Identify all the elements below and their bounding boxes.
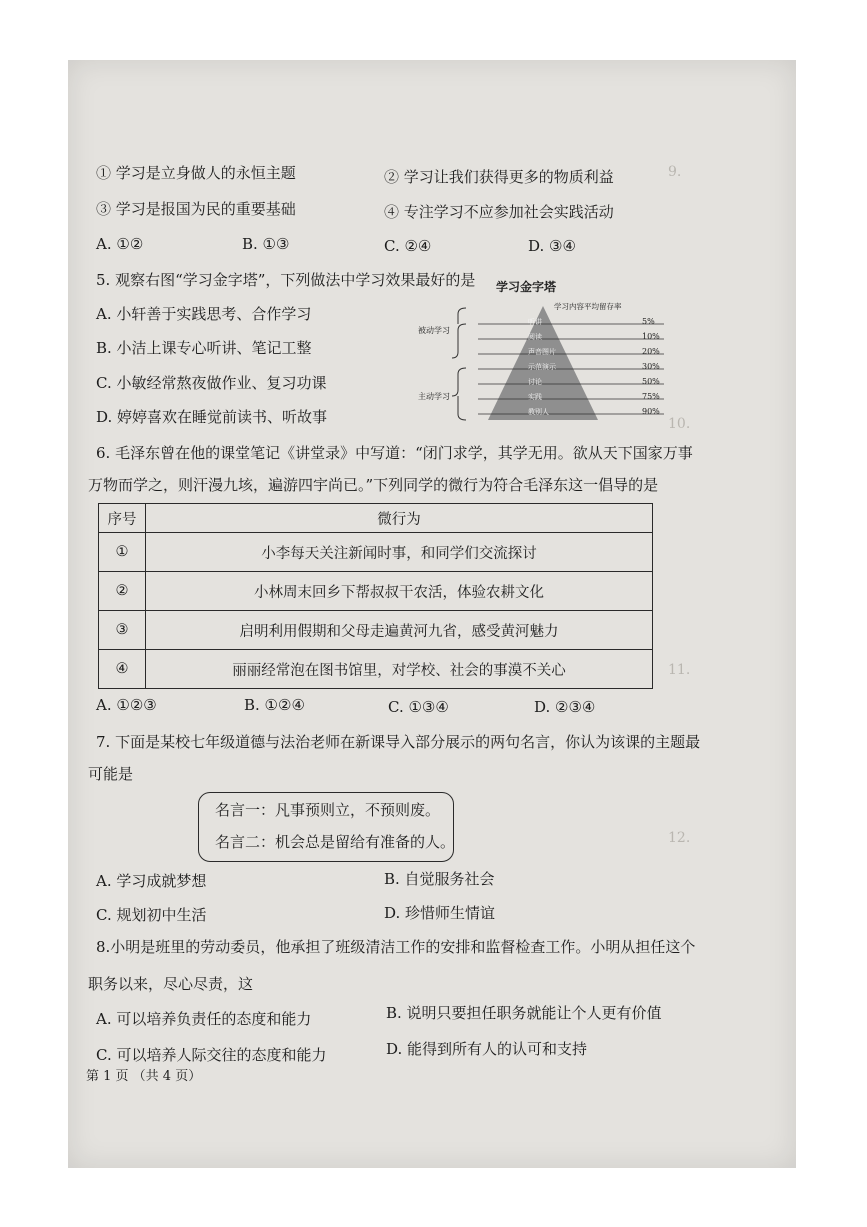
learning-pyramid-figure [418, 278, 668, 428]
q5-option-b[interactable]: B. 小洁上课专心听讲、笔记工整 [96, 339, 312, 357]
q8-option-d[interactable]: D. 能得到所有人的认可和支持 [386, 1040, 588, 1058]
q5-option-a[interactable]: A. 小轩善于实践思考、合作学习 [96, 305, 312, 323]
pyramid-level-label: 示范演示 [528, 363, 556, 371]
row-behavior: 丽丽经常泡在图书馆里，对学校、社会的事漠不关心 [146, 650, 653, 689]
table-row [99, 572, 653, 611]
bleed-through-text: 11. [668, 662, 691, 678]
table-header-number: 序号 [99, 504, 146, 533]
q4-statement-2: ② 学习让我们获得更多的物质利益 [384, 168, 614, 186]
q6-option-b[interactable]: B. ①②④ [244, 696, 305, 714]
q6-stem-line2: 万物而学之，则汗漫九垓，遍游四宇尚已。”下列同学的微行为符合毛泽东这一倡导的是 [88, 476, 659, 494]
row-behavior: 启明利用假期和父母走遍黄河九省，感受黄河魅力 [146, 611, 653, 650]
pyramid-level-label: 教别人 [528, 408, 549, 416]
q6-stem-line1: 6. 毛泽东曾在他的课堂笔记《讲堂录》中写道：“闭门求学，其学无用。欲从天下国家万事 [96, 444, 693, 462]
pyramid-level-label: 听讲 [528, 318, 542, 326]
q6-option-a[interactable]: A. ①②③ [96, 696, 157, 714]
q7-option-a[interactable]: A. 学习成就梦想 [96, 872, 207, 890]
q4-option-b[interactable]: B. ①③ [242, 235, 290, 253]
bleed-through-text: 10. [668, 416, 691, 432]
q7-option-b[interactable]: B. 自觉服务社会 [384, 870, 495, 888]
micro-behavior-table [98, 503, 653, 689]
q4-statement-4: ④ 专注学习不应参加社会实践活动 [384, 203, 614, 221]
pyramid-level-label: 实践 [528, 393, 542, 401]
q6-option-d[interactable]: D. ②③④ [534, 698, 596, 716]
q8-stem-line2: 职务以来，尽心尽责，这 [88, 975, 254, 993]
q5-stem: 5. 观察右图“学习金字塔”，下列做法中学习效果最好的是 [96, 271, 476, 289]
quote-box [198, 792, 454, 862]
row-behavior: 小李每天关注新闻时事，和同学们交流探讨 [146, 533, 653, 572]
q5-option-c[interactable]: C. 小敏经常熬夜做作业、复习功课 [96, 374, 327, 392]
q7-option-c[interactable]: C. 规划初中生活 [96, 906, 207, 924]
q4-option-a[interactable]: A. ①② [96, 235, 144, 253]
pyramid-header: 学习内容平均留存率 [554, 302, 622, 311]
table-header-behavior: 微行为 [146, 504, 653, 533]
q5-option-d[interactable]: D. 婷婷喜欢在睡觉前读书、听故事 [96, 408, 328, 426]
pyramid-level-label: 讨论 [528, 378, 542, 386]
pyramid-passive-label: 被动学习 [418, 326, 450, 335]
q8-option-c[interactable]: C. 可以培养人际交往的态度和能力 [96, 1046, 327, 1064]
q6-option-c[interactable]: C. ①③④ [388, 698, 449, 716]
row-number: ① [99, 533, 146, 572]
bleed-through-text: 9. [668, 164, 682, 180]
table-row [99, 533, 653, 572]
page-footer: 第 1 页 （共 4 页） [86, 1069, 202, 1084]
pyramid-retention-rate: 30% [642, 362, 660, 371]
pyramid-retention-rate: 90% [642, 407, 660, 416]
pyramid-retention-rate: 75% [642, 392, 660, 401]
exam-paper [68, 60, 796, 1168]
pyramid-level-label: 声音图片 [528, 348, 556, 356]
pyramid-active-label: 主动学习 [418, 392, 450, 401]
q7-option-d[interactable]: D. 珍惜师生情谊 [384, 904, 496, 922]
quote-1: 名言一：凡事预则立，不预则废。 [215, 801, 441, 819]
q4-option-d[interactable]: D. ③④ [528, 237, 576, 255]
row-number: ② [99, 572, 146, 611]
pyramid-level-label: 阅读 [528, 333, 542, 341]
table-row [99, 611, 653, 650]
q7-stem-line1: 7. 下面是某校七年级道德与法治老师在新课导入部分展示的两句名言，你认为该课的主题最 [96, 733, 701, 751]
pyramid-retention-rate: 50% [642, 377, 660, 386]
table-header-row [99, 504, 653, 533]
q4-statement-1: ① 学习是立身做人的永恒主题 [96, 164, 296, 182]
pyramid-retention-rate: 20% [642, 347, 660, 356]
pyramid-retention-rate: 10% [642, 332, 660, 341]
q8-option-b[interactable]: B. 说明只要担任职务就能让个人更有价值 [386, 1004, 662, 1022]
row-number: ③ [99, 611, 146, 650]
q8-option-a[interactable]: A. 可以培养负责任的态度和能力 [96, 1010, 312, 1028]
pyramid-title: 学习金字塔 [496, 280, 557, 294]
quote-2: 名言二：机会总是留给有准备的人。 [215, 833, 456, 851]
table-row [99, 650, 653, 689]
row-number: ④ [99, 650, 146, 689]
bleed-through-text: 12. [668, 830, 691, 846]
q7-stem-line2: 可能是 [88, 765, 134, 783]
pyramid-retention-rate: 5% [642, 317, 655, 326]
row-behavior: 小林周末回乡下帮叔叔干农活，体验农耕文化 [146, 572, 653, 611]
q8-stem-line1: 8.小明是班里的劳动委员，他承担了班级清洁工作的安排和监督检查工作。小明从担任这个 [96, 938, 696, 956]
q4-option-c[interactable]: C. ②④ [384, 237, 432, 255]
q4-statement-3: ③ 学习是报国为民的重要基础 [96, 200, 296, 218]
